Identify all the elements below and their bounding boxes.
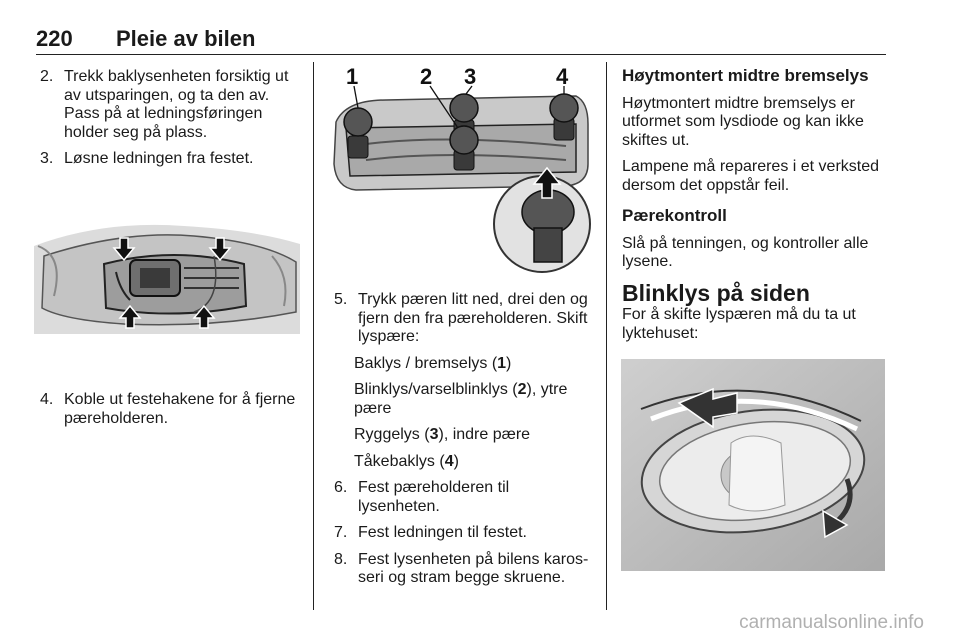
label-3: 3: [464, 64, 477, 89]
column-divider-2: [606, 62, 607, 610]
step-7: 7. Fest ledningen til festet.: [334, 524, 527, 541]
sub-item-3: Ryggelys (3), indre pære: [354, 426, 531, 443]
paragraph-3: Slå på tenningen, og kontroller alle lysene.: [622, 234, 869, 270]
paragraph-1: Høytmontert midtre bremselys er utformet som lysdiode og kan ikke skiftes ut.: [622, 94, 864, 149]
sub-item-2: Blinklys/varselblinklys (2), ytre pære: [354, 381, 568, 417]
sub-item-4: Tåkebaklys (4): [354, 452, 459, 470]
page-number: 220: [36, 26, 73, 51]
page-title: Pleie av bilen: [116, 26, 256, 51]
label-4: 4: [556, 64, 569, 89]
heading-side-indicator: Blinklys på siden: [622, 279, 810, 306]
side-indicator-illustration: [621, 359, 885, 571]
step-8: 8. Fest lysenheten på bilens karosseri og stram begge skruene.: [334, 550, 589, 586]
label-2: 2: [420, 64, 433, 89]
heading-bulb-check: Pærekontroll: [622, 206, 727, 225]
paragraph-2: Lampene må repareres i et verksted dersom det oppstår feil.: [622, 158, 880, 194]
step-2: 2. Trekk baklysenheten forsiktig ut av utsparingen, og ta den av. Pass på at ledningsføringen holder seg på plass.: [40, 68, 289, 141]
column-2: [334, 291, 594, 596]
page-header: [36, 26, 886, 55]
step-5: 5. Trykk pæren litt ned, drei den og fjern den fra pæreholderen. Skift lyspære:: [334, 291, 588, 345]
watermark: carmanualsonline.info: [739, 612, 924, 633]
tail-light-housing-illustration: [34, 216, 300, 334]
column-1-lower: [40, 391, 302, 436]
column-1: [40, 68, 302, 177]
column-divider-1: [313, 62, 314, 610]
heading-high-mounted-brake-light: Høytmontert midtre bremselys: [622, 66, 869, 85]
paragraph-4: For å skifte lyspæren må du ta ut lyktehuset:: [622, 306, 856, 342]
bulb-holder-illustration: [326, 64, 594, 278]
step-4: 4. Koble ut festehakene for å fjerne pæreholderen.: [40, 391, 296, 427]
column-3: [622, 67, 890, 351]
step-6: 6. Fest pæreholderen til lysenheten.: [334, 479, 510, 515]
label-1: 1: [346, 64, 359, 89]
step-3: 3. Løsne ledningen fra festet.: [40, 150, 254, 167]
sub-item-1: Baklys / bremselys (1): [354, 354, 512, 372]
